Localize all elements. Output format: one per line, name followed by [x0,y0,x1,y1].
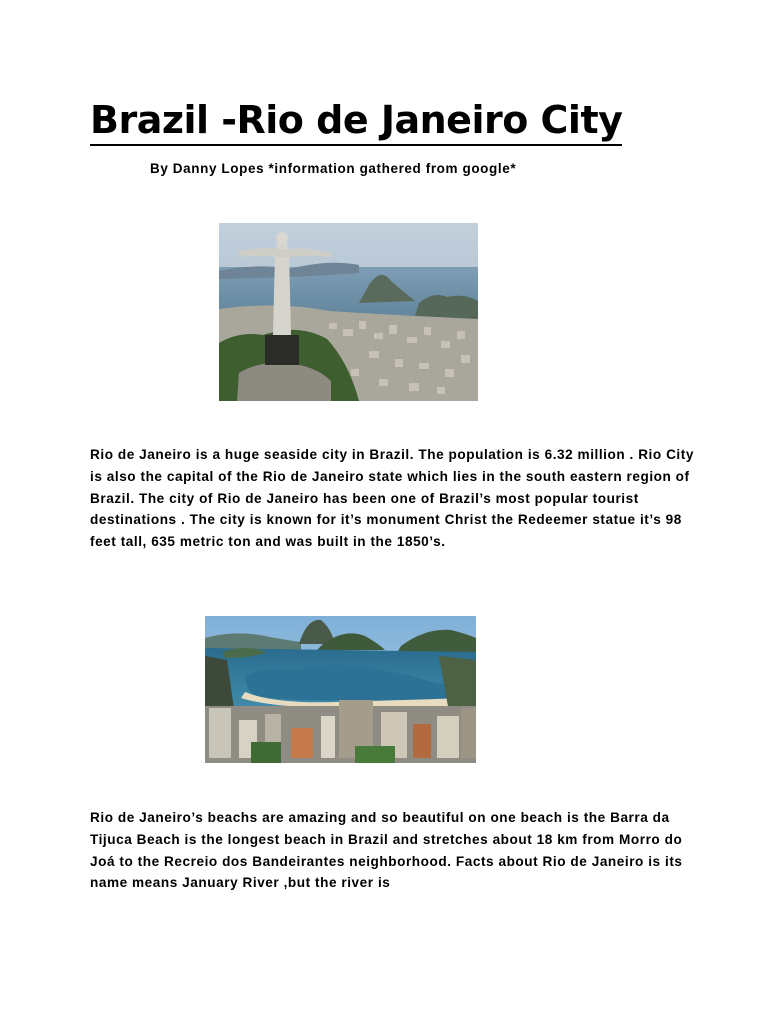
paragraph-beaches: Rio de Janeiro’s beachs are amazing and so beautiful on one beach is the Barra da Tijuca Beach is the longest beach in Brazil and stretches about 18 km from Morro do Joá to the Recreio dos Bandeirantes neighborhood. Facts about Rio de Janeiro is its name means January River ,but the river is [90,810,683,891]
paragraph-intro: Rio de Janeiro is a huge seaside city in Brazil. The population is 6.32 million . Rio City is also the capital of the Rio de Janeiro state which lies in the south eastern region of Brazil. The city of Rio de Janeiro has been one of Brazil’s most popular tourist destinations . The city is known for it’s monument Christ the Redeemer statue it’s 98 feet tall, 635 metric ton and was built in the 1850’s. [90,447,694,550]
page-title: Brazil -Rio de Janeiro City [90,96,622,146]
rio-beach-photo [205,616,476,763]
christ-the-redeemer-photo [219,223,478,401]
byline: By Danny Lopes *information gathered from google* [150,161,517,176]
